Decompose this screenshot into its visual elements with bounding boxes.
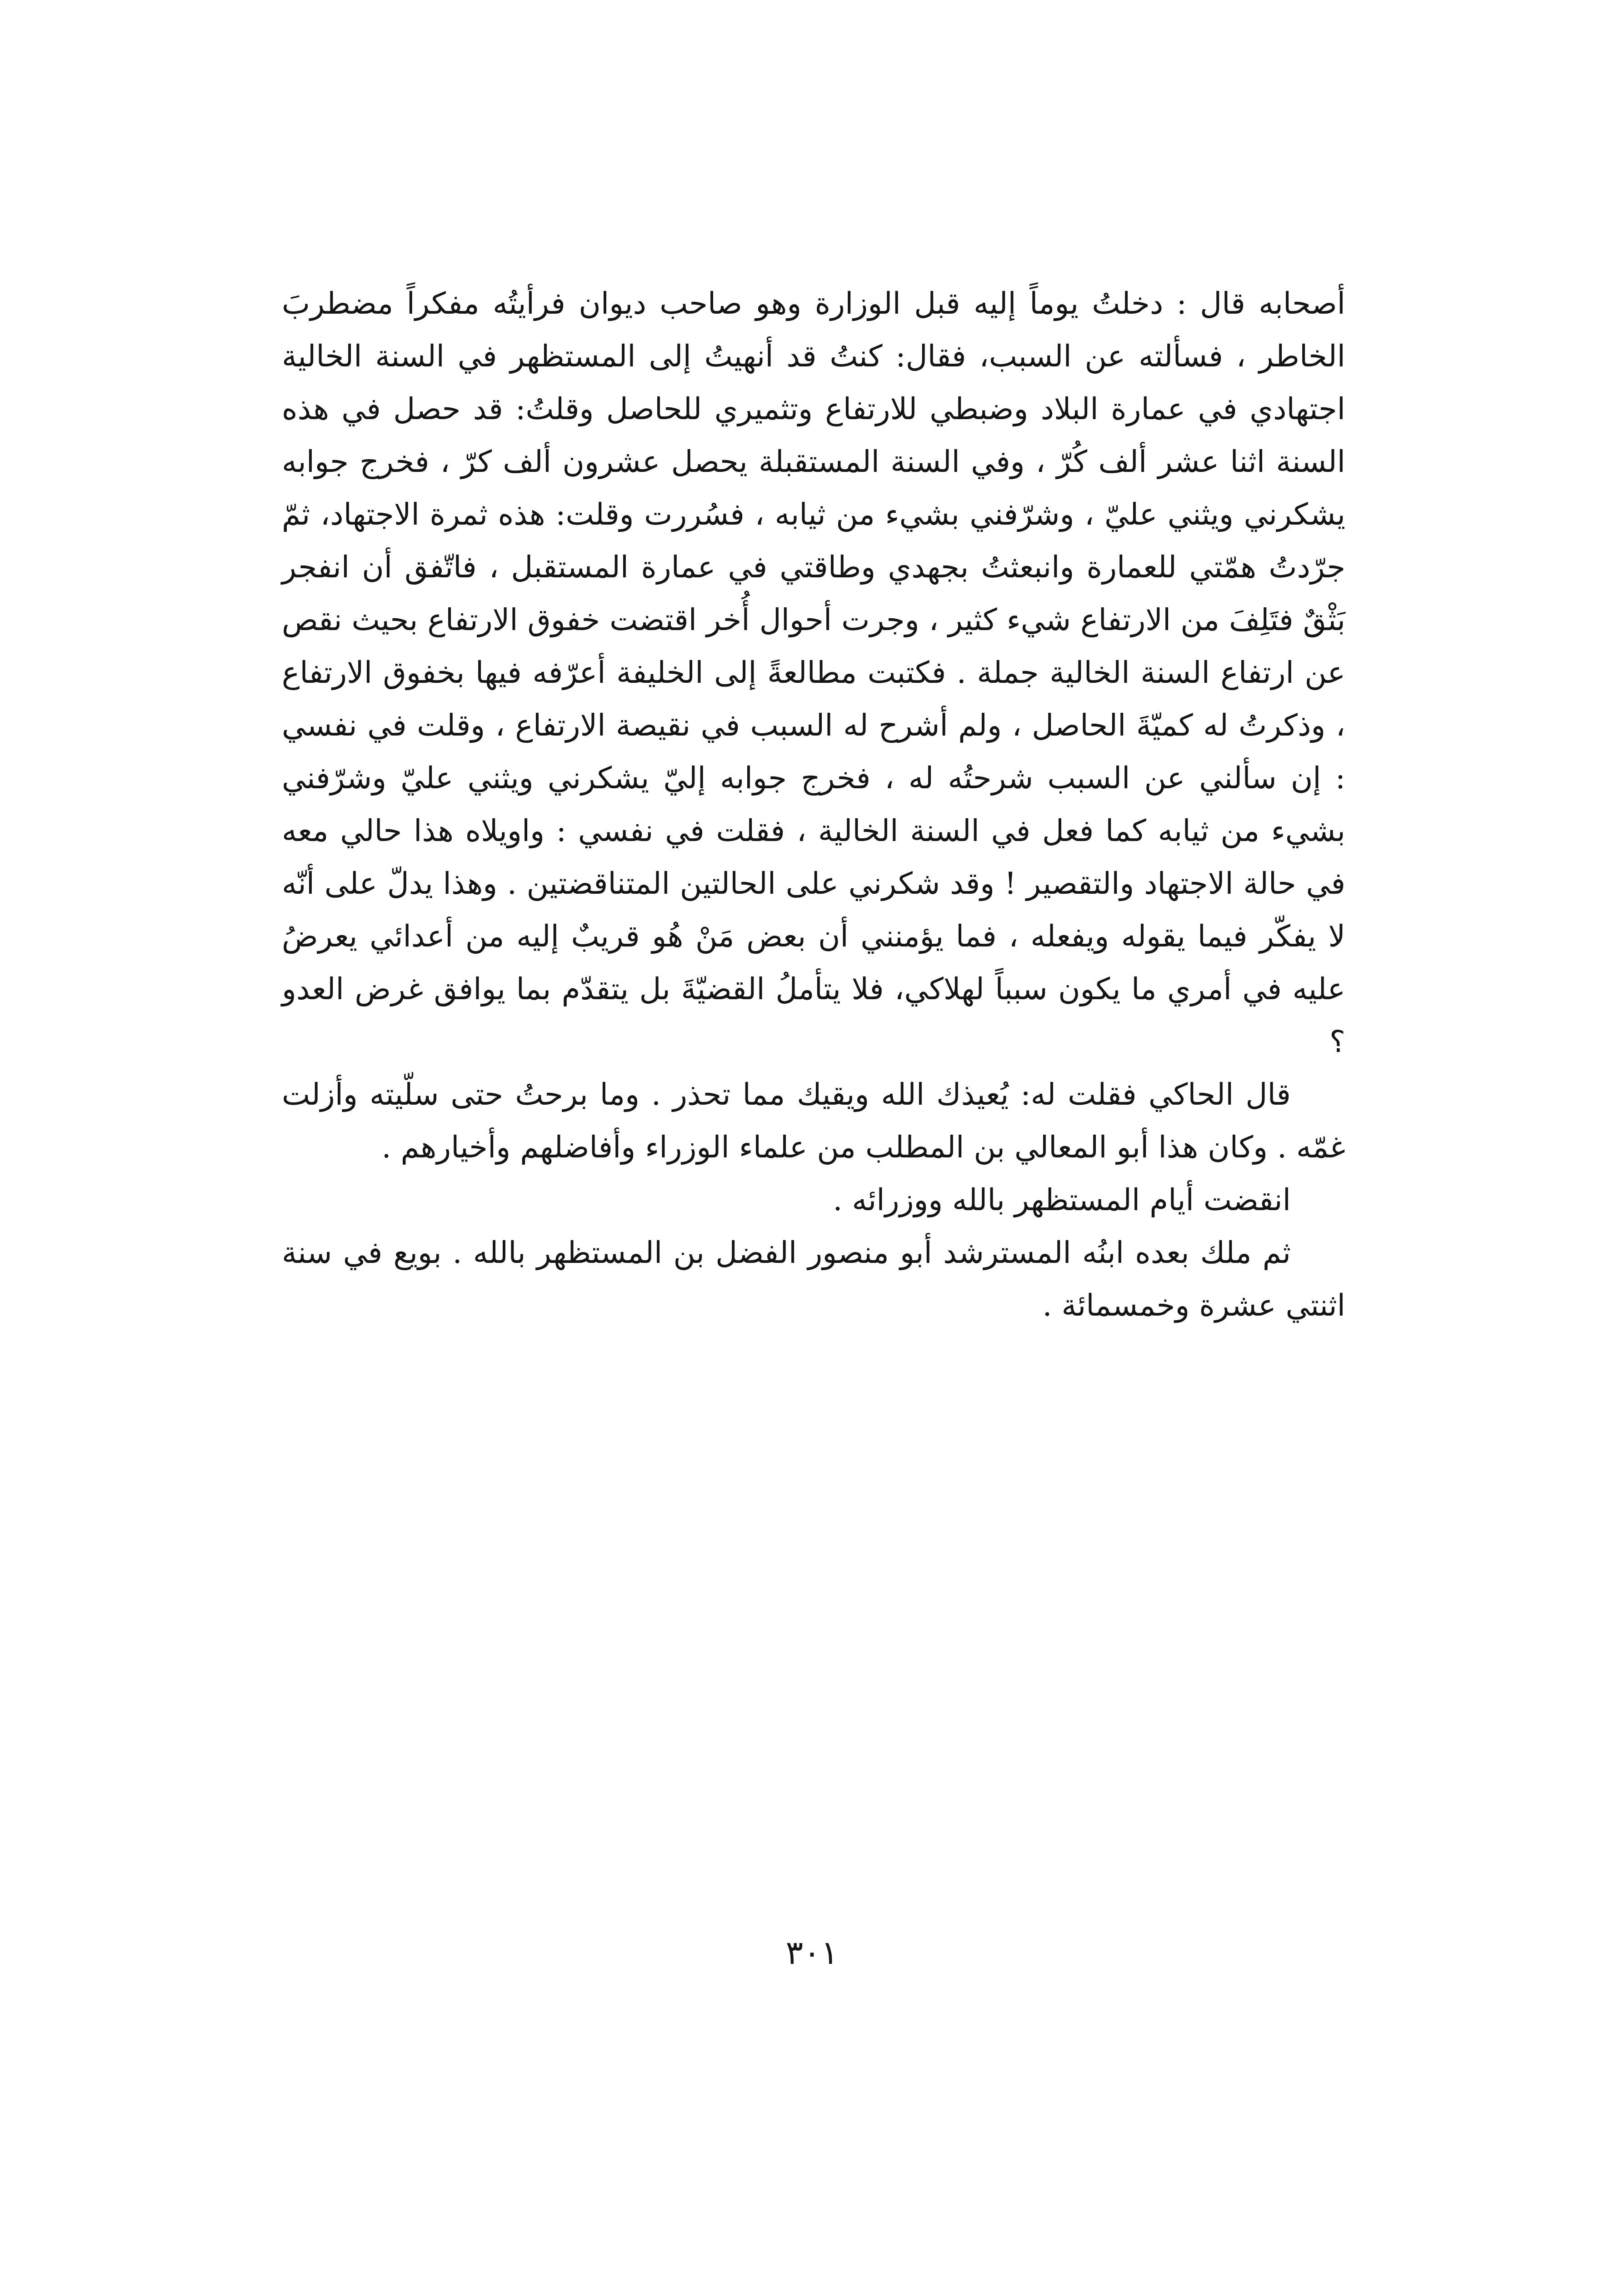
paragraph-3: انقضت أيام المستظهر بالله ووزرائه .	[833, 1182, 1291, 1217]
paragraph-2: قال الحاكي فقلت له: يُعيذك الله ويقيك مما تحذر . وما برحتُ حتى سلّيته وأزلت غمّه . وكان هذا أبو المعالي بن المطلب من علماء الوزراء وأفاضلهم وأخيارهم .	[282, 1077, 1345, 1165]
body-text	[282, 277, 1345, 1332]
paragraph-1: أصحابه قال : دخلتُ يوماً إليه قبل الوزارة وهو صاحب ديوان فرأيتُه مفكراً مضطربَ الخاطر ، فسألته عن السبب، فقال: كنتُ قد أنهيتُ إلى المستظهر في السنة الخالية اجتهادي في عمارة البلاد وضبطي للارتفاع وتثميري للحاصل وقلتُ: قد حصل في هذه السنة اثنا عشر ألف كُرّ ، وفي السنة المستقبلة يحصل عشرون ألف كرّ ، فخرج جوابه يشكرني ويثني عليّ ، وشرّفني بشيء من ثيابه ، فسُررت وقلت: هذه ثمرة الاجتهاد، ثمّ جرّدتُ همّتي للعمارة وانبعثتُ بجهدي وطاقتي في عمارة المستقبل ، فاتّفق أن انفجر بَثْقٌ فتَلِفَ من الارتفاع شيء كثير ، وجرت أحوال أُخر اقتضت خفوق الارتفاع بحيث نقص عن ارتفاع السنة الخالية جملة . فكتبت مطالعةً إلى الخليفة أعرّفه فيها بخفوق الارتفاع ، وذكرتُ له كميّةَ الحاصل ، ولم أشرح له السبب في نقيصة الارتفاع ، وقلت في نفسي : إن سألني عن السبب شرحتُه له ، فخرج جوابه إليّ يشكرني ويثني عليّ وشرّفني بشيء من ثيابه كما فعل في السنة الخالية ، فقلت في نفسي : واويلاه هذا حالي معه في حالة الاجتهاد والتقصير ! وقد شكرني على الحالتين المتناقضتين . وهذا يدلّ على أنّه لا يفكّر فيما يقوله ويفعله ، فما يؤمنني أن بعض مَنْ هُو قريبٌ إليه من أعدائي يعرضُ عليه في أمري ما يكون سبباً لهلاكي، فلا يتأملُ القضيّةَ بل يتقدّم بما يوافق غرض العدو ؟	[282, 286, 1345, 1059]
page-number: ٣٠١	[785, 1933, 839, 1972]
paragraph-4: ثم ملك بعده ابنُه المسترشد أبو منصور الفضل بن المستظهر بالله . بويع في سنة اثنتي عشرة وخمسمائة .	[282, 1235, 1345, 1323]
